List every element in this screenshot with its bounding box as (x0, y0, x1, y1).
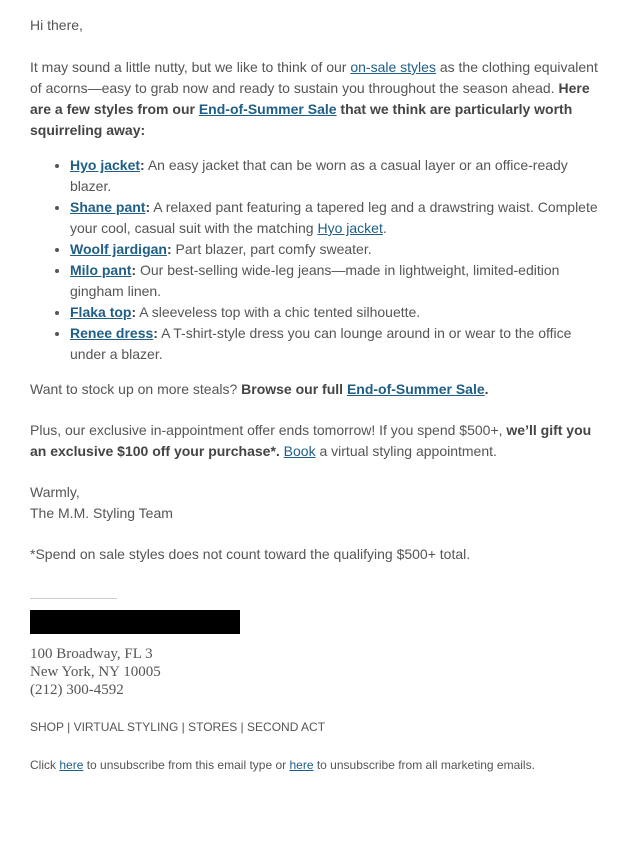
stock-text: Want to stock up on more steals? (30, 381, 242, 397)
separator: | (63, 720, 74, 734)
unsubscribe-text-2: to unsubscribe from this email type or (83, 758, 290, 772)
stock-bold-end: . (484, 381, 489, 397)
colon: : (131, 304, 137, 320)
milo-pant-link[interactable]: Milo pant (70, 262, 132, 278)
intro-bold-1: Here are a few styles from our (30, 80, 590, 117)
divider (30, 598, 117, 599)
offer-text: Plus, our exclusive in-appointment offer ends tomorrow! If you spend $500+, (30, 422, 507, 438)
intro-bold-2: that we think are particularly worth squirreling away: (30, 101, 573, 138)
woolf-jardigan-link[interactable]: Woolf jardigan (70, 241, 167, 257)
end-of-summer-sale-link[interactable]: End-of-Summer Sale (198, 101, 337, 117)
address-line-2: New York, NY 10005 (30, 664, 161, 680)
item-description: A sleeveless top with a chic tented silhouette. (136, 304, 421, 320)
footer-stores-link[interactable]: STORES (188, 720, 238, 734)
shane-pant-link[interactable]: Shane pant (70, 199, 146, 215)
separator: | (178, 720, 189, 734)
stock-paragraph (30, 379, 610, 400)
list-item (70, 323, 610, 365)
unsubscribe-text-1: Click (30, 758, 60, 772)
unsubscribe-all-link[interactable]: here (289, 758, 314, 772)
styles-list (30, 155, 610, 365)
greeting: Hi there, (30, 17, 83, 33)
intro-paragraph (30, 57, 610, 141)
address-line-1: 100 Broadway, FL 3 (30, 646, 153, 662)
footer-nav (30, 719, 610, 735)
address-block (30, 645, 610, 699)
unsubscribe-line (30, 757, 610, 773)
separator: | (237, 720, 248, 734)
offer-text-end: a virtual styling appointment. (315, 443, 497, 459)
item-description: Part blazer, part comfy sweater. (171, 241, 372, 257)
list-item (70, 197, 610, 239)
footer-virtual-styling-link[interactable]: VIRTUAL STYLING (73, 720, 179, 734)
book-link[interactable]: Book (283, 443, 316, 459)
stock-bold: Browse our full (241, 381, 347, 397)
hyo-jacket-inline-link[interactable]: Hyo jacket (317, 220, 383, 236)
colon: : (131, 262, 137, 278)
item-description: Our best-selling wide-leg jeans—made in lightweight, limited-edition gingham linen. (70, 262, 560, 299)
signoff-line-1: Warmly, (30, 484, 80, 500)
redacted-logo-bar (30, 610, 240, 634)
colon: : (153, 325, 158, 341)
footer-shop-link[interactable]: SHOP (30, 720, 64, 734)
signoff (30, 482, 610, 524)
unsubscribe-text-3: to unsubscribe from all marketing emails. (313, 758, 535, 772)
item-description: A relaxed pant featuring a tapered leg and a drawstring waist. Complete your cool, casual suit with the matching (70, 199, 598, 236)
list-item (70, 239, 610, 260)
list-item (70, 155, 610, 197)
item-description: An easy jacket that can be worn as a casual layer or an office-ready blazer. (70, 157, 568, 194)
colon: : (140, 157, 145, 173)
intro-text-2: as the clothing equivalent of acorns—easy to grab now and ready to sustain you throughout the season ahead. (30, 59, 598, 96)
hyo-jacket-link[interactable]: Hyo jacket (70, 157, 141, 173)
footer-second-act-link[interactable]: SECOND ACT (247, 720, 326, 734)
offer-bold: we’ll gift you an exclusive $100 off your purchase*. (30, 422, 592, 459)
offer-paragraph (30, 420, 610, 462)
unsubscribe-type-link[interactable]: here (59, 758, 84, 772)
intro-text-1: It may sound a little nutty, but we like to think of our (30, 59, 351, 75)
list-item (70, 260, 610, 302)
flaka-top-link[interactable]: Flaka top (70, 304, 132, 320)
end-of-summer-sale-link-2[interactable]: End-of-Summer Sale (346, 381, 485, 397)
phone-number: (212) 300-4592 (30, 682, 124, 698)
list-item (70, 302, 610, 323)
item-description: A T-shirt-style dress you can lounge around in or wear to the office under a blazer. (70, 325, 572, 362)
signoff-line-2: The M.M. Styling Team (30, 505, 173, 521)
renee-dress-link[interactable]: Renee dress (70, 325, 154, 341)
period: . (382, 220, 387, 236)
colon: : (145, 199, 151, 215)
on-sale-styles-link[interactable]: on-sale styles (350, 59, 436, 75)
footnote: *Spend on sale styles does not count toward the qualifying $500+ total. (30, 546, 471, 562)
colon: : (166, 241, 172, 257)
